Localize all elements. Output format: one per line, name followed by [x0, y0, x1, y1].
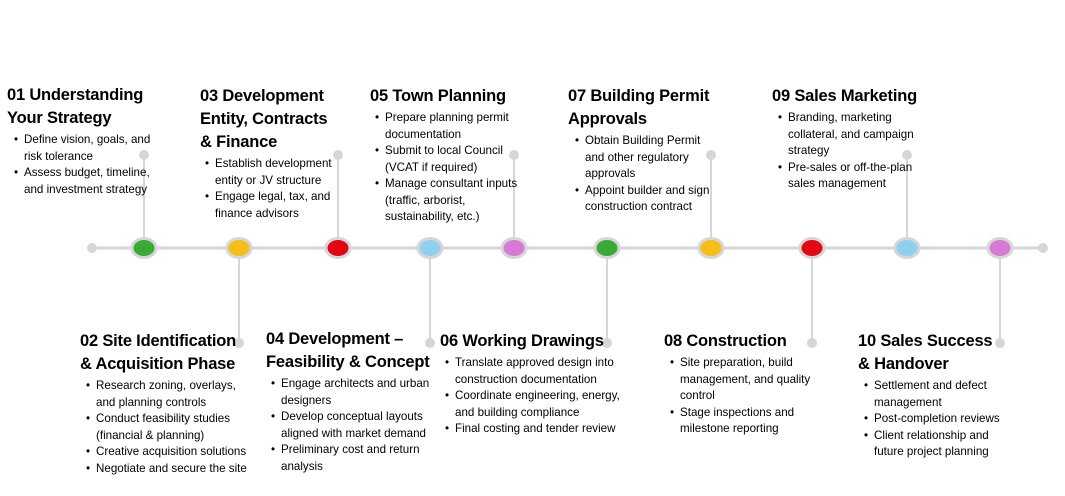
stage-bullet-line: approvals	[585, 167, 636, 180]
stage-node-3	[326, 239, 350, 258]
stage-bullet-line: • Preliminary cost and return	[281, 443, 420, 456]
stage-bullet	[375, 176, 517, 226]
stage-bullet-line: • Establish development	[215, 157, 332, 170]
stage-bullet-list	[86, 378, 247, 477]
stage-title-line: & Acquisition Phase	[80, 355, 236, 373]
stage-title-line: 02 Site Identification	[80, 332, 237, 350]
stage-bullet	[14, 132, 150, 165]
stage-bullet-list	[864, 378, 1000, 461]
stage-node-4	[418, 239, 442, 258]
stage-bullet-line: construction documentation	[455, 372, 597, 386]
stage-bullet-line: • Prepare planning permit	[385, 111, 509, 124]
stage-title-line: 03 Development	[200, 87, 324, 105]
stage-bullet	[575, 183, 709, 216]
stage-bullet-line: finance advisors	[215, 206, 299, 220]
stage-bullet-line: • Branding, marketing	[788, 111, 892, 124]
stage-title-line: Approvals	[568, 110, 647, 128]
stage-5	[370, 85, 517, 226]
stage-bullet-line: aligned with market demand	[281, 426, 427, 440]
stage-title	[772, 85, 917, 108]
stage-bullet-line: • Client relationship and	[874, 428, 989, 442]
stage-bullet-line: • Conduct feasibility studies	[96, 412, 231, 425]
stage-node-1	[132, 239, 156, 258]
stage-bullet	[778, 110, 917, 160]
stage-bullet	[445, 355, 620, 388]
stage-bullet	[205, 189, 332, 222]
stage-bullet-line: and building compliance	[455, 405, 580, 419]
stage-bullet-line: (traffic, arborist,	[385, 193, 466, 207]
stage-bullet-list	[205, 156, 332, 222]
stage-title-line: 05 Town Planning	[370, 87, 506, 105]
stage-title	[80, 330, 247, 376]
stage-bullet	[375, 110, 517, 143]
stage-bullet-list	[375, 110, 517, 226]
stage-bullet-list	[14, 132, 150, 198]
stage-title-line: 10 Sales Success	[858, 332, 993, 350]
stage-3	[200, 85, 332, 222]
stage-bullet-line: • Manage consultant inputs	[385, 177, 518, 190]
stage-bullet	[864, 411, 1000, 428]
stage-bullet-list	[778, 110, 917, 193]
stage-bullet-line: sustainability, etc.)	[385, 210, 480, 223]
stage-6	[440, 330, 620, 438]
stage-1	[7, 84, 150, 198]
stage-title	[200, 85, 332, 154]
stage-bullet	[864, 378, 1000, 411]
stage-bullet-line: • Negotiate and secure the site	[96, 461, 247, 475]
stage-title	[568, 85, 709, 131]
stage-bullet	[575, 133, 709, 183]
stage-bullet-line: • Creative acquisition solutions	[96, 445, 247, 458]
stage-bullet-line: • Develop conceptual layouts	[281, 410, 423, 423]
stage-title-line: 07 Building Permit	[568, 87, 710, 105]
stage-bullet-line: designers	[281, 393, 332, 407]
stage-bullet-line: • Appoint builder and sign	[585, 183, 710, 197]
stage-bullet-line: • Obtain Building Permit	[585, 134, 701, 147]
stage-title	[440, 330, 620, 353]
stage-bullet-line: • Coordinate engineering, energy,	[455, 389, 620, 402]
stage-bullet	[445, 388, 620, 421]
stage-bullet-line: • Engage legal, tax, and	[215, 190, 331, 203]
stage-bullet-line: • Assess budget, timeline,	[24, 166, 150, 179]
stage-bullet-line: and planning controls	[96, 395, 207, 409]
stage-bullet	[271, 376, 430, 409]
stage-bullet-line: strategy	[788, 144, 830, 157]
stage-bullet	[271, 442, 430, 475]
stage-node-9	[895, 239, 919, 258]
stage-8	[664, 330, 810, 438]
stage-title	[664, 330, 810, 353]
stage-bullet	[271, 409, 430, 442]
stage-bullet-line: control	[680, 389, 715, 402]
stage-2	[80, 330, 247, 477]
stage-bullet-line: collateral, and campaign	[788, 127, 914, 141]
stage-title-line: & Finance	[200, 133, 278, 151]
stage-bullet-list	[575, 133, 709, 216]
stage-node-5	[502, 239, 526, 258]
stage-bullet-line: future project planning	[874, 445, 989, 458]
stage-title	[370, 85, 517, 108]
stage-bullet-list	[670, 355, 810, 438]
stage-bullet-line: • Research zoning, overlays,	[96, 379, 236, 392]
stage-bullet-line: • Define vision, goals, and	[24, 133, 151, 146]
stage-bullet-line: and other regulatory	[585, 150, 689, 164]
stage-bullet-line: risk tolerance	[24, 149, 93, 163]
connector-end-dot-3	[333, 150, 343, 160]
stage-bullet-line: • Settlement and defect	[874, 379, 987, 392]
stage-bullet-line: and investment strategy	[24, 182, 148, 196]
stage-bullet	[86, 411, 247, 444]
stage-title-line: 06 Working Drawings	[440, 332, 604, 350]
stage-bullet-line: entity or JV structure	[215, 173, 322, 187]
stage-bullet	[86, 461, 247, 478]
stage-bullet	[864, 428, 1000, 461]
stage-bullet-line: documentation	[385, 127, 462, 141]
stage-bullet-line: • Post-completion reviews	[874, 412, 1000, 425]
stage-bullet	[86, 444, 247, 461]
stage-bullet	[14, 165, 150, 198]
timeline-start-dot	[87, 243, 97, 253]
stage-bullet-line: milestone reporting	[680, 422, 779, 435]
stage-bullet-line: • Final costing and tender review	[455, 422, 616, 435]
stage-bullet	[445, 421, 620, 438]
stage-bullet-line: construction contract	[585, 200, 692, 213]
stage-4	[266, 328, 430, 475]
stage-title-line: & Handover	[858, 355, 949, 373]
stage-node-8	[800, 239, 824, 258]
stage-bullet-line: management	[874, 395, 942, 409]
stage-bullet-line: • Stage inspections and	[680, 405, 795, 419]
stage-bullet-line: • Submit to local Council	[385, 144, 503, 157]
stage-bullet-line: sales management	[788, 177, 886, 190]
stage-node-7	[699, 239, 723, 258]
stage-title-line: 09 Sales Marketing	[772, 87, 917, 105]
stage-node-2	[227, 239, 251, 258]
stage-bullet-line: management, and quality	[680, 372, 811, 386]
stage-bullet-line: (financial & planning)	[96, 428, 205, 442]
stage-node-6	[595, 239, 619, 258]
stage-bullet-line: analysis	[281, 459, 323, 473]
stage-title-line: Your Strategy	[7, 109, 112, 127]
stage-bullet	[86, 378, 247, 411]
stage-title	[266, 328, 430, 374]
stage-title-line: 04 Development –	[266, 330, 404, 348]
stage-bullet-list	[445, 355, 620, 438]
stage-bullet-line: • Pre-sales or off-the-plan	[788, 160, 913, 174]
stage-title	[7, 84, 150, 130]
stage-bullet	[205, 156, 332, 189]
stage-bullet-line: • Site preparation, build	[680, 356, 793, 369]
stage-node-10	[988, 239, 1012, 258]
stage-bullet	[778, 160, 917, 193]
stage-9	[772, 85, 917, 193]
stage-title-line: Entity, Contracts	[200, 110, 328, 128]
stage-bullet-line: • Translate approved design into	[455, 356, 614, 369]
stage-bullet-line: (VCAT if required)	[385, 160, 478, 174]
timeline-end-dot	[1038, 243, 1048, 253]
stage-title	[858, 330, 1000, 376]
stage-7	[568, 85, 709, 216]
stage-title-line: 08 Construction	[664, 332, 787, 350]
stage-title-line: 01 Understanding	[7, 86, 144, 104]
stage-10	[858, 330, 1000, 461]
stage-title-line: Feasibility & Concept	[266, 353, 430, 371]
stage-bullet	[670, 405, 810, 438]
stage-bullet-list	[271, 376, 430, 475]
stage-bullet	[670, 355, 810, 405]
stage-bullet-line: • Engage architects and urban	[281, 377, 430, 390]
stage-bullet	[375, 143, 517, 176]
